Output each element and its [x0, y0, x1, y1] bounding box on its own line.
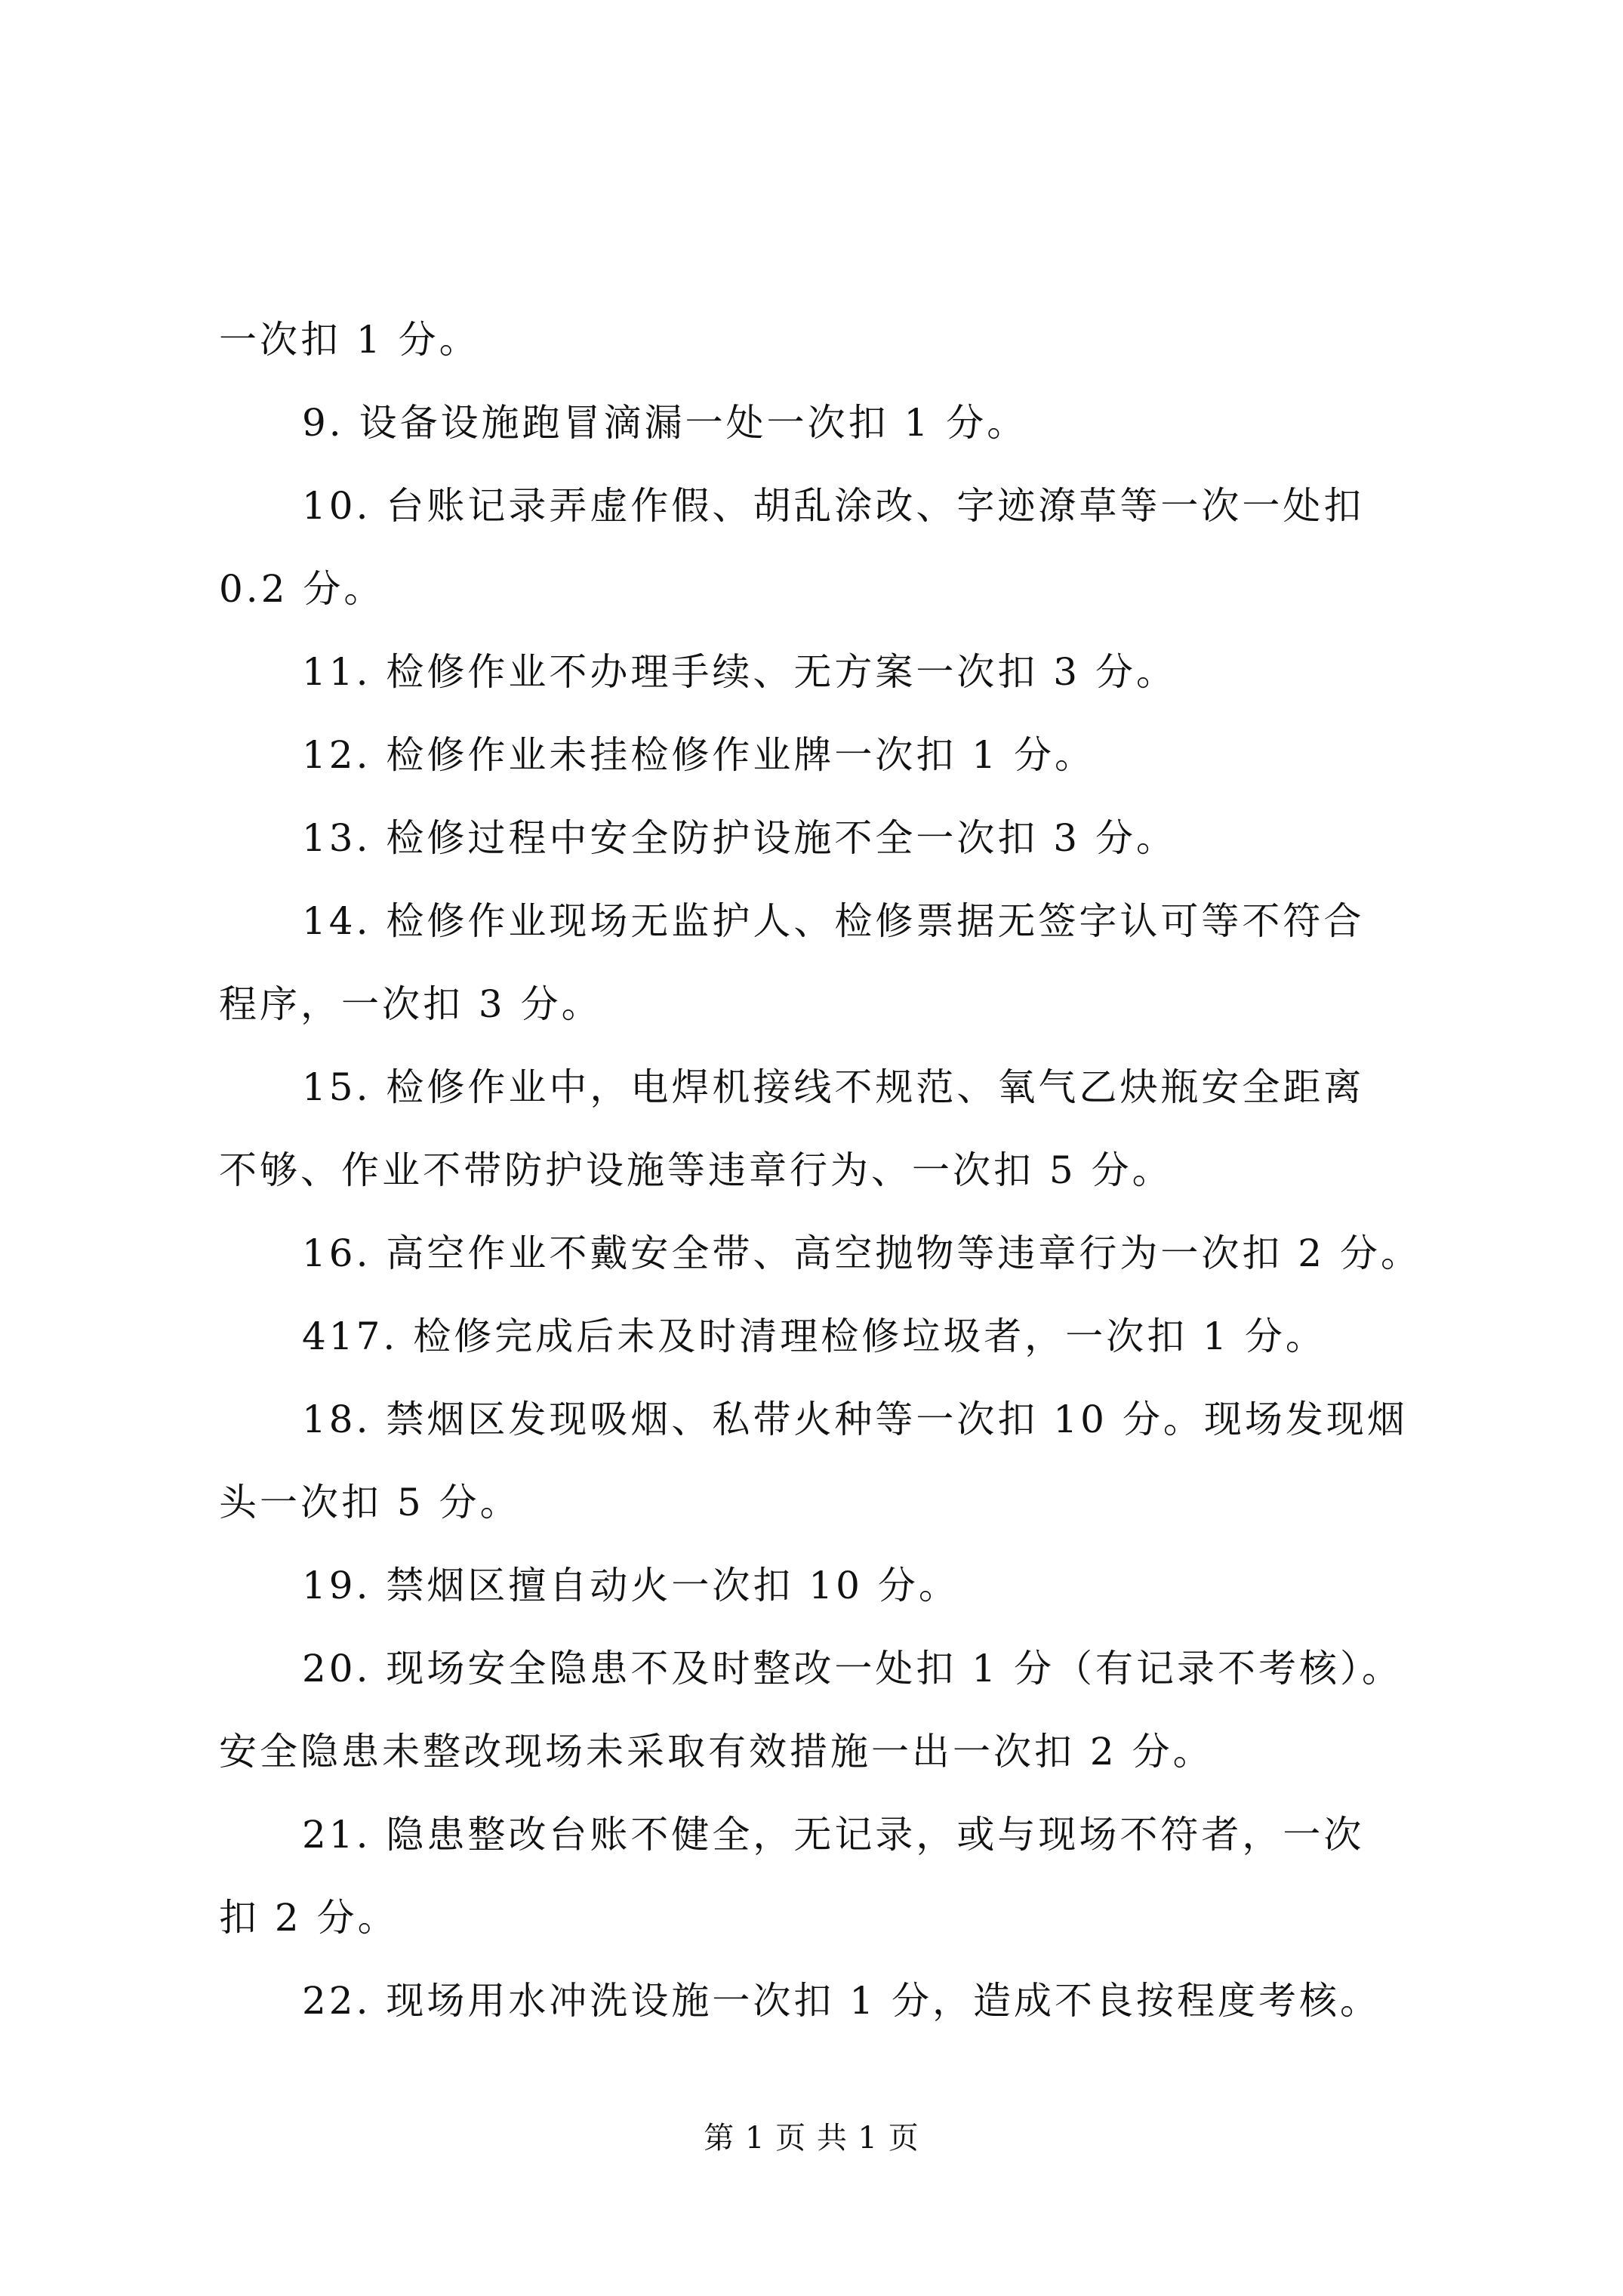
- paragraph-line: 13. 检修过程中安全防护设施不全一次扣 3 分。: [302, 816, 1178, 860]
- paragraph-line: 9. 设备设施跑冒滴漏一处一次扣 1 分。: [302, 401, 1028, 445]
- paragraph-line: 程序，一次扣 3 分。: [219, 982, 602, 1026]
- paragraph-line: 12. 检修作业未挂检修作业牌一次扣 1 分。: [302, 733, 1096, 777]
- paragraph-line: 18. 禁烟区发现吸烟、私带火种等一次扣 10 分。现场发现烟: [302, 1398, 1408, 1441]
- paragraph-line: 10. 台账记录弄虚作假、胡乱涂改、字迹潦草等一次一处扣: [302, 484, 1365, 528]
- paragraph-line: 20. 现场安全隐患不及时整改一处扣 1 分（有记录不考核）。: [302, 1647, 1403, 1690]
- paragraph-line: 头一次扣 5 分。: [219, 1481, 521, 1524]
- paragraph-line: 0.2 分。: [219, 567, 385, 611]
- paragraph-line: 16. 高空作业不戴安全带、高空抛物等违章行为一次扣 2 分。: [302, 1231, 1422, 1275]
- paragraph-line: 扣 2 分。: [219, 1896, 399, 1940]
- paragraph-line: 11. 检修作业不办理手续、无方案一次扣 3 分。: [302, 650, 1178, 694]
- paragraph-line: 一次扣 1 分。: [219, 318, 480, 362]
- paragraph-line: 21. 隐患整改台账不健全，无记录，或与现场不符者，一次: [302, 1813, 1365, 1857]
- paragraph-line: 14. 检修作业现场无监护人、检修票据无签字认可等不符合: [302, 899, 1365, 943]
- paragraph-line: 417. 检修完成后未及时清理检修垃圾者，一次扣 1 分。: [302, 1314, 1326, 1358]
- paragraph-line: 不够、作业不带防护设施等违章行为、一次扣 5 分。: [219, 1148, 1173, 1192]
- paragraph-line: 15. 检修作业中，电焊机接线不规范、氧气乙炔瓶安全距离: [302, 1065, 1365, 1109]
- paragraph-line: 19. 禁烟区擅自动火一次扣 10 分。: [302, 1564, 959, 1607]
- page-number-footer: 第 1 页 共 1 页: [704, 2121, 919, 2156]
- paragraph-line: 22. 现场用水冲洗设施一次扣 1 分，造成不良按程度考核。: [302, 1979, 1381, 2023]
- paragraph-line: 安全隐患未整改现场未采取有效措施一出一次扣 2 分。: [219, 1730, 1214, 1774]
